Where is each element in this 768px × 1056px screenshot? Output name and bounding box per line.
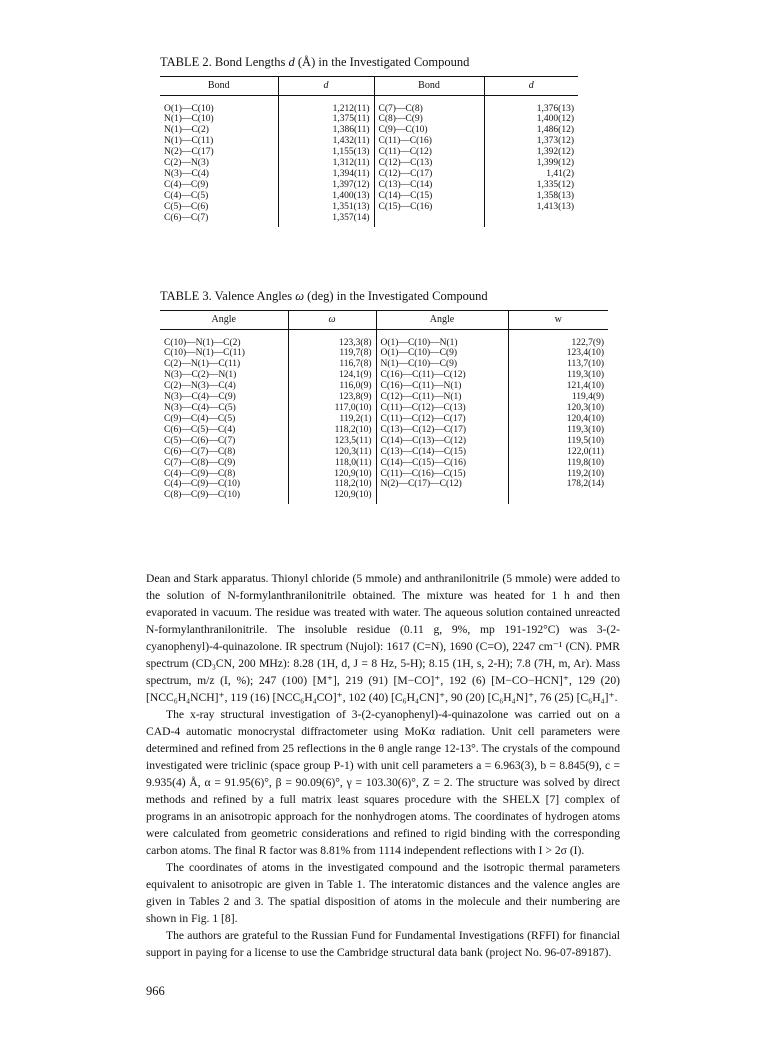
table3-cell-label	[376, 490, 508, 504]
table3-header-angle: Angle	[160, 311, 288, 330]
table3-cell-value: 178,2(14)	[566, 479, 604, 490]
table2-row	[160, 114, 578, 125]
table3-row	[160, 414, 608, 425]
table2-cell-label: C(4)—C(9)	[160, 180, 278, 191]
table3-cell-value: 118,0(11)	[288, 458, 376, 469]
table3-cell-label: C(2)—N(1)—C(11)	[160, 359, 288, 370]
table2	[160, 76, 578, 227]
table2-row	[160, 147, 578, 158]
table3-row	[160, 447, 608, 458]
table3-cell-value: 118,2(10)	[288, 425, 376, 436]
table3-cell-value: 119,7(8)	[288, 348, 376, 359]
table3-cell-label: O(1)—C(10)—C(9)	[376, 348, 508, 359]
table2-cell-label: N(3)—C(4)	[160, 169, 278, 180]
table2-cell-value: 1,400(12)	[536, 114, 574, 125]
table3-cell-value: 120,9(10)	[288, 469, 376, 480]
table2-cell-label: N(1)—C(2)	[160, 125, 278, 136]
table2-cell-value: 1,41(2)	[546, 169, 574, 180]
table3-row	[160, 392, 608, 403]
table3-caption-symbol: ω	[295, 289, 305, 303]
table3-row	[160, 403, 608, 414]
table3-cell-value: 123,8(9)	[288, 392, 376, 403]
table3-cell-label: C(6)—C(7)—C(8)	[160, 447, 288, 458]
table3-cell-value: 124,1(9)	[288, 370, 376, 381]
table3-caption-suffix: (deg) in the Investigated Compound	[304, 289, 488, 303]
table2-row	[160, 191, 578, 202]
table3-caption-prefix: TABLE 3. Valence Angles	[160, 289, 296, 303]
table3-cell-label: C(13)—C(12)—C(17)	[376, 425, 508, 436]
table2-cell-value: 1,413(13)	[536, 201, 574, 212]
table2-header-bond: Bond	[160, 77, 278, 96]
table3-cell-value: 123,5(11)	[288, 436, 376, 447]
table2-header-d: d	[278, 77, 374, 96]
table2-row	[160, 104, 578, 115]
table2-cell-label: C(8)—C(9)	[374, 114, 484, 125]
table2-row	[160, 213, 578, 227]
table2-cell-label: C(13)—C(14)	[374, 180, 484, 191]
table3-header-angle-2: Angle	[376, 311, 508, 330]
table3-cell-label: C(2)—N(3)—C(4)	[160, 381, 288, 392]
table2-cell-label: N(1)—C(10)	[160, 114, 278, 125]
table3-cell-value: 116,7(8)	[288, 359, 376, 370]
table2-cell-value: 1,376(13)	[536, 103, 574, 114]
table3	[160, 310, 608, 504]
table3-row	[160, 338, 608, 349]
table2-cell-value: 1,400(13)	[278, 191, 374, 202]
table3-cell-value: 120,4(10)	[566, 413, 604, 424]
table3-cell-label: N(3)—C(4)—C(9)	[160, 392, 288, 403]
table3-cell-label: C(9)—C(4)—C(5)	[160, 414, 288, 425]
table2-cell-label: C(2)—N(3)	[160, 158, 278, 169]
table2-cell-label: C(11)—C(16)	[374, 136, 484, 147]
table3-cell-label: C(11)—C(16)—C(15)	[376, 469, 508, 480]
table2-caption-prefix: TABLE 2. Bond Lengths	[160, 55, 289, 69]
paragraph-4: The authors are grateful to the Russian Fund for Fundamental Investigations (RFFI) for financial support in paying for a license to use the Cambridge structural data bank (project No. 96-07-89187).	[146, 929, 620, 959]
table2-cell-label: C(14)—C(15)	[374, 191, 484, 202]
table2-row	[160, 180, 578, 191]
table2-cell-value: 1,397(12)	[278, 180, 374, 191]
table3-cell-value: 121,4(10)	[566, 381, 604, 392]
table3-cell-label: N(1)—C(10)—C(9)	[376, 359, 508, 370]
table2-header-d-2: d	[484, 77, 578, 96]
table2-cell-value: 1,212(11)	[278, 104, 374, 115]
table3-cell-value: 123,3(8)	[288, 338, 376, 349]
table3-cell-value: 119,2(1)	[288, 414, 376, 425]
table2-row	[160, 125, 578, 136]
table3-cell-label: C(16)—C(11)—N(1)	[376, 381, 508, 392]
table2-row	[160, 136, 578, 147]
table3-cell-value	[508, 490, 608, 504]
table3-cell-value: 119,5(10)	[567, 435, 604, 446]
table2-cell-value: 1,432(11)	[278, 136, 374, 147]
table3-cell-label: N(3)—C(4)—C(5)	[160, 403, 288, 414]
table2-cell-label: N(2)—C(17)	[160, 147, 278, 158]
table2-header-bond-2: Bond	[374, 77, 484, 96]
table3-cell-label: C(10)—N(1)—C(11)	[160, 348, 288, 359]
table2-cell-label: C(12)—C(13)	[374, 158, 484, 169]
table2-row	[160, 169, 578, 180]
table2-caption-symbol: d	[288, 55, 295, 69]
table3-row	[160, 370, 608, 381]
table3-cell-label: C(8)—C(9)—C(10)	[160, 490, 288, 504]
paragraph-2: The x-ray structural investigation of 3-(2-cyanophenyl)-4-quinazolone was carried out on a CAD-4 automatic monocrystal diffractometer using MoKα radiation. Unit cell parameters were determined and refined from 25 reflections in the θ angle range 12-13°. The crystals of the compound investigated were triclinic (space group P-1) with unit cell parameters a = 6.963(3), b = 8.845(9), c = 9.935(4) Å, α = 91.95(6)°, β = 90.09(6)°, γ = 103.30(6)°, Z = 2. The structure was solved by direct methods and refined by a full matrix least squares procedure with the SHELX [7] complex of programs in an anisotropic approach for the nonhydrogen atoms. The coordinates of hydrogen atoms were calculated from geometric considerations and refined to rigid binding with the corresponding carbon atoms. The final R factor was 8.81% from 1114 independent reflections with I > 2σ (I).	[146, 708, 620, 857]
table2-caption	[160, 55, 469, 70]
table3-row	[160, 469, 608, 480]
table2-cell-label: C(12)—C(17)	[374, 169, 484, 180]
table3-cell-label: C(4)—C(9)—C(8)	[160, 469, 288, 480]
table3-row	[160, 381, 608, 392]
table2-cell-label: C(5)—C(6)	[160, 202, 278, 213]
table3-cell-value: 119,8(10)	[567, 457, 604, 468]
table3-cell-label: C(11)—C(12)—C(17)	[376, 414, 508, 425]
table2-cell-value: 1,375(11)	[278, 114, 374, 125]
table2-cell-value: 1,335(12)	[536, 179, 574, 190]
table3-cell-label: C(7)—C(8)—C(9)	[160, 458, 288, 469]
table2-cell-value: 1,358(13)	[536, 190, 574, 201]
paragraph-1: Dean and Stark apparatus. Thionyl chloride (5 mmole) and anthranilonitrile (5 mmole) were added to the solution of N-formylanthranilonitrile obtained. The mixture was heated for 1 h and then evaporated in vacuum. The residue was treated with water. The aqueous solution contained unreacted N-formylanthranilonitrile. The insoluble residue (0.11 g, 9%, mp 191-192°C) was 3-(2-cyanophenyl)-4-quinazolone. IR spectrum (Nujol): 1617 (C=N), 1690 (C=O), 2247 cm⁻¹ (CN). PMR spectrum (CD₃CN, 200 MHz): 8.28 (1H, d, J = 8 Hz, 5-H); 8.15 (1H, s, 2-H); 7.8 (7H, m, Ar). Mass spectrum, m/z (I, %); 247 (100) [M⁺], 219 (91) [M−CO]⁺, 192 (6) [M−CO−HCN]⁺, 129 (20) [NCC₆H₄NCH]⁺, 119 (16) [NCC₆H₄CO]⁺, 102 (40) [C₆H₄CN]⁺, 90 (20) [C₆H₄N]⁺, 76 (25) [C₆H₄]⁺.	[146, 572, 620, 704]
table3-cell-label: N(2)—C(17)—C(12)	[376, 479, 508, 490]
table3-cell-value: 122,0(11)	[567, 446, 604, 457]
table2-cell-label	[374, 213, 484, 227]
table3-cell-value: 113,7(10)	[567, 359, 604, 370]
table3-cell-label: N(3)—C(2)—N(1)	[160, 370, 288, 381]
table2-cell-value: 1,351(13)	[278, 202, 374, 213]
table2-cell-value: 1,373(12)	[536, 136, 574, 147]
table3-cell-label: C(11)—C(12)—C(13)	[376, 403, 508, 414]
page-number: 966	[146, 984, 165, 998]
table3-row	[160, 479, 608, 490]
table3-row	[160, 359, 608, 370]
table2-cell-label: O(1)—C(10)	[160, 104, 278, 115]
table2-cell-label: C(6)—C(7)	[160, 213, 278, 227]
table3-cell-label: O(1)—C(10)—N(1)	[376, 338, 508, 349]
table3-cell-label: C(4)—C(9)—C(10)	[160, 479, 288, 490]
table2-cell-value: 1,392(12)	[536, 147, 574, 158]
table2-cell-value: 1,386(11)	[278, 125, 374, 136]
table3-cell-label: C(14)—C(13)—C(12)	[376, 436, 508, 447]
table2-cell-value: 1,312(11)	[278, 158, 374, 169]
table3-cell-value: 116,0(9)	[288, 381, 376, 392]
table3-cell-value: 117,0(10)	[288, 403, 376, 414]
table3-cell-label: C(16)—C(11)—C(12)	[376, 370, 508, 381]
table3-cell-value: 119,3(10)	[567, 424, 604, 435]
body-text	[146, 570, 620, 961]
table3-cell-value: 120,3(11)	[288, 447, 376, 458]
table3-row	[160, 458, 608, 469]
table2-cell-label: N(1)—C(11)	[160, 136, 278, 147]
table3-row	[160, 436, 608, 447]
table2-cell-value: 1,394(11)	[278, 169, 374, 180]
table3-cell-value: 119,2(10)	[567, 468, 604, 479]
table3-row	[160, 425, 608, 436]
table3-cell-label: C(13)—C(14)—C(15)	[376, 447, 508, 458]
table2-cell-value: 1,357(14)	[278, 213, 374, 227]
table2-row	[160, 202, 578, 213]
table3-cell-value: 123,4(10)	[566, 348, 604, 359]
table3-cell-value: 120,3(10)	[566, 403, 604, 414]
table2-cell-value: 1,399(12)	[536, 158, 574, 169]
table2-caption-suffix: (Å) in the Investigated Compound	[294, 55, 470, 69]
table2-cell-value	[484, 213, 578, 227]
table3-cell-label: C(12)—C(11)—N(1)	[376, 392, 508, 403]
table3-cell-label: C(6)—C(5)—C(4)	[160, 425, 288, 436]
table3-cell-value: 119,3(10)	[567, 370, 604, 381]
table2-cell-value: 1,155(13)	[278, 147, 374, 158]
table3-cell-value: 119,4(9)	[571, 392, 604, 403]
table2-cell-label: C(11)—C(12)	[374, 147, 484, 158]
table2-row	[160, 158, 578, 169]
table3-cell-label: C(10)—N(1)—C(2)	[160, 338, 288, 349]
table3-caption	[160, 289, 488, 304]
table2-cell-label: C(15)—C(16)	[374, 202, 484, 213]
table3-row	[160, 490, 608, 504]
table3-cell-value: 122,7(9)	[571, 337, 604, 348]
table2-cell-label: C(7)—C(8)	[374, 104, 484, 115]
table3-cell-value: 120,9(10)	[288, 490, 376, 504]
table2-cell-label: C(4)—C(5)	[160, 191, 278, 202]
table3-row	[160, 348, 608, 359]
paragraph-3: The coordinates of atoms in the investigated compound and the isotropic thermal parameters equivalent to anisotropic are given in Table 1. The interatomic distances and the valence angles are given in Tables 2 and 3. The spatial disposition of atoms in the molecule and their numbering are shown in Fig. 1 [8].	[146, 861, 620, 925]
table3-cell-label: C(5)—C(6)—C(7)	[160, 436, 288, 447]
table3-header-w: w	[508, 311, 608, 330]
table3-cell-value: 118,2(10)	[288, 479, 376, 490]
table2-cell-value: 1,486(12)	[536, 125, 574, 136]
table3-cell-label: C(14)—C(15)—C(16)	[376, 458, 508, 469]
table2-cell-label: C(9)—C(10)	[374, 125, 484, 136]
table3-header-omega: ω	[288, 311, 376, 330]
